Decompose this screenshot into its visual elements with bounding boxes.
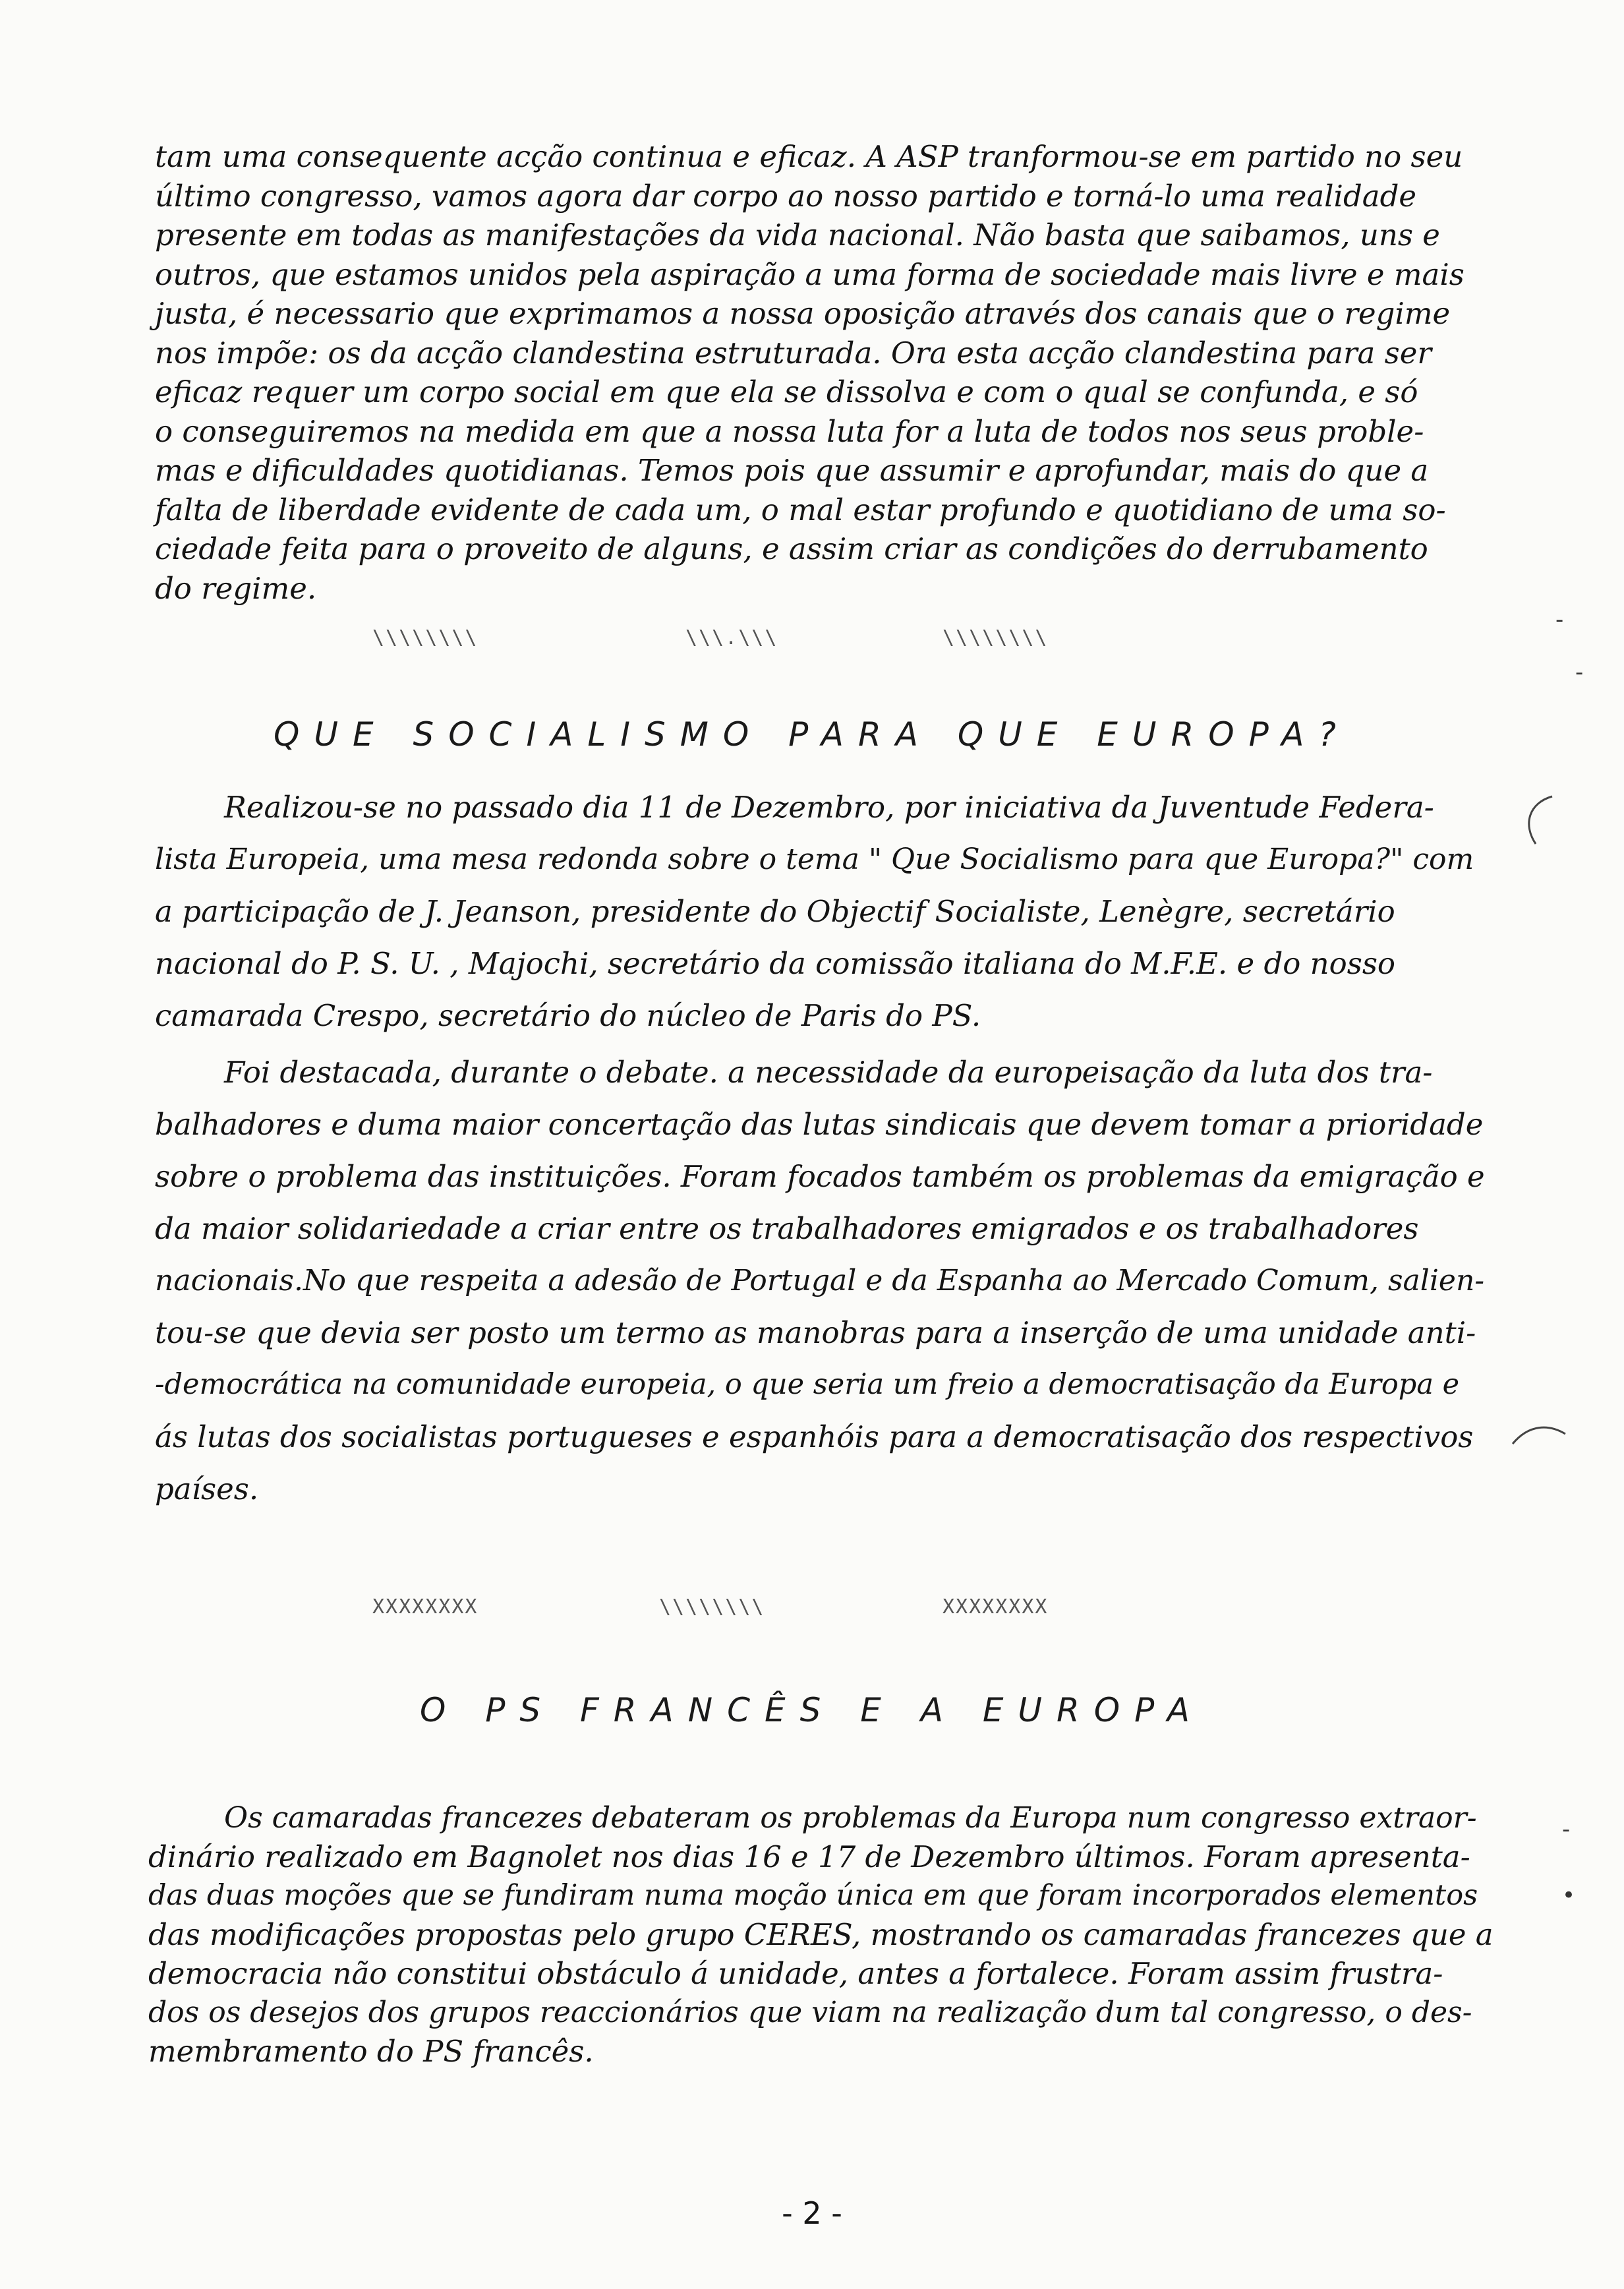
- text-line: democracia não constitui obstáculo á unidade, antes a fortalece. Foram assim frustra-: [148, 1956, 1443, 1991]
- paragraph-ps-frances: [148, 1798, 1499, 2071]
- text-line: da maior solidariedade a criar entre os trabalhadores emigrados e os trabalhadores: [155, 1211, 1419, 1246]
- page-number: - 2 -: [782, 2195, 842, 2231]
- paragraph-europa-2: [155, 1046, 1486, 1515]
- text-line: balhadores e duma maior concertação das lutas sindicais que devem tomar a prioridade: [155, 1107, 1484, 1142]
- text-line: -democrática na comunidade europeia, o que seria um freio a democratisação da Europa e: [155, 1368, 1460, 1401]
- text-line: a participação de J. Jeanson, presidente do Objectif Socialiste, Lenègre, secretário: [155, 894, 1395, 929]
- text-line: membramento do PS francês.: [148, 2034, 594, 2069]
- separator: \\\\\\\\: [659, 1595, 765, 1619]
- separator: \\\.\\\: [685, 626, 778, 649]
- text-line: presente em todas as manifestações da vida nacional. Não basta que saibamos, uns e: [155, 218, 1440, 253]
- separator: XXXXXXXX: [372, 1595, 478, 1619]
- text-line: Foi destacada, durante o debate. a necessidade da europeisação da luta dos tra-: [224, 1055, 1433, 1090]
- text-line: ciedade feita para o proveito de alguns, e assim criar as condições do derrubamento: [155, 531, 1428, 566]
- text-line: camarada Crespo, secretário do núcleo de Paris do PS.: [155, 998, 981, 1033]
- text-line: das modificações propostas pelo grupo CERES, mostrando os camaradas francezes que a: [148, 1917, 1494, 1952]
- text-line: mas e dificuldades quotidianas. Temos pois que assumir e aprofundar, mais do que a: [155, 453, 1429, 488]
- margin-dot: -: [1555, 607, 1564, 633]
- text-line: nos impõe: os da acção clandestina estruturada. Ora esta acção clandestina para ser: [155, 335, 1432, 371]
- margin-dot: -: [1575, 659, 1584, 686]
- text-line: dinário realizado em Bagnolet nos dias 16 e 17 de Dezembro últimos. Foram apresenta-: [148, 1839, 1470, 1874]
- text-line: nacional do P. S. U. , Majochi, secretário da comissão italiana do M.F.E. e do nosso: [155, 946, 1396, 981]
- text-line: tou-se que devia ser posto um termo as manobras para a inserção de uma unidade anti-: [155, 1315, 1476, 1350]
- separator: \\\\\\\\: [372, 626, 478, 649]
- text-line: nacionais.No que respeita a adesão de Portugal e da Espanha ao Mercado Comum, salien-: [155, 1264, 1485, 1297]
- separator-row: [0, 626, 1624, 653]
- text-line: países.: [155, 1472, 259, 1506]
- text-line: justa, é necessario que exprimamos a nossa oposição através dos canais que o regime: [155, 296, 1451, 331]
- section-heading: QUE SOCIALISMO PARA QUE EUROPA?: [274, 715, 1350, 754]
- margin-dot: -: [1562, 1816, 1571, 1843]
- text-line: eficaz requer um corpo social em que ela se dissolva e com o qual se confunda, e só: [155, 374, 1418, 409]
- separator: XXXXXXXX: [942, 1595, 1049, 1619]
- margin-mark: [1516, 791, 1555, 850]
- text-line: do regime.: [155, 570, 317, 606]
- text-line: das duas moções que se fundiram numa moção única em que foram incorporados elementos: [148, 1879, 1478, 1912]
- separator: \\\\\\\\: [942, 626, 1049, 649]
- text-line: tam uma consequente acção continua e eficaz. A ASP tranformou-se em partido no seu: [155, 139, 1463, 174]
- text-line: lista Europeia, uma mesa redonda sobre o tema " Que Socialismo para que Europa?" com: [155, 843, 1474, 876]
- text-line: ás lutas dos socialistas portugueses e espanhóis para a democratisação dos respectivos: [155, 1419, 1474, 1454]
- margin-mark: [1509, 1421, 1569, 1447]
- text-line: dos os desejos dos grupos reaccionários que viam na realização dum tal congresso, o des-: [148, 1996, 1472, 2029]
- margin-dot: •: [1562, 1882, 1576, 1909]
- text-line: último congresso, vamos agora dar corpo ao nosso partido e torná-lo uma realidade: [155, 178, 1417, 214]
- section-heading: O PS FRANCÊS E A EUROPA: [419, 1691, 1204, 1729]
- text-line: Os camaradas francezes debateram os problemas da Europa num congresso extraor-: [224, 1801, 1477, 1835]
- text-line: sobre o problema das instituições. Foram focados também os problemas da emigração e: [155, 1159, 1485, 1194]
- separator-row: [0, 1595, 1624, 1622]
- paragraph-europa-1: [155, 781, 1486, 1042]
- text-line: o conseguiremos na medida em que a nossa luta for a luta de todos nos seus proble-: [155, 413, 1424, 449]
- text-line: Realizou-se no passado dia 11 de Dezembro, por iniciativa da Juventude Federa-: [224, 790, 1434, 825]
- text-line: outros, que estamos unidos pela aspiração a uma forma de sociedade mais livre e mais: [155, 256, 1464, 292]
- paragraph-intro: [155, 137, 1486, 608]
- text-line: falta de liberdade evidente de cada um, o mal estar profundo e quotidiano de uma so-: [155, 492, 1446, 527]
